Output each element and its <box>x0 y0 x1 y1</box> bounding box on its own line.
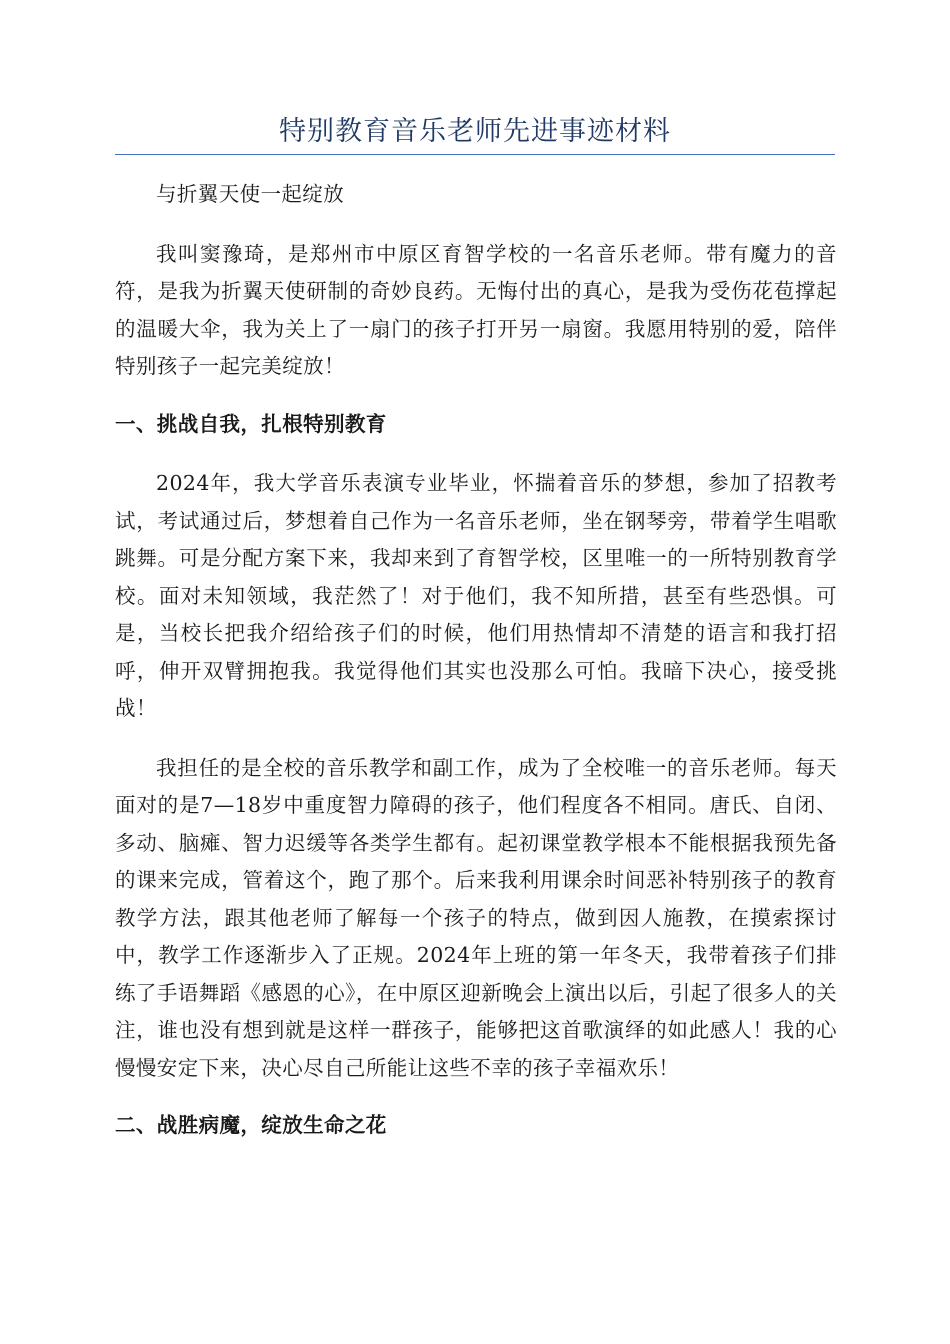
document-subtitle: 与折翼天使一起绽放 <box>156 182 345 206</box>
intro-paragraph: 我叫窦豫琦，是郑州市中原区育智学校的一名音乐老师。带有魔力的音符，是我为折翼天使研制的奇妙良药。无悔付出的真心，是我为受伤花苞撑起的温暖大伞，我为关上了一扇门的孩子打开另一扇窗。我愿用特别的爱，陪伴特别孩子一起完美绽放！ <box>115 241 837 378</box>
section-1-heading: 一、挑战自我，扎根特别教育 <box>115 411 387 436</box>
section-1-paragraph-1: 2024年，我大学音乐表演专业毕业，怀揣着音乐的梦想，参加了招教考试，考试通过后，梦想着自己作为一名音乐老师，坐在钢琴旁，带着学生唱歌跳舞。可是分配方案下来，我却来到了育智学校，区里唯一的一所特别教育学校。面对未知领域，我茫然了！对于他们，我不知所措，甚至有些恐惧。可是，当校长把我介绍给孩子们的时候，他们用热情却不清楚的语言和我打招呼，伸开双臂拥抱我。我觉得他们其实也没那么可怕。我暗下决心，接受挑战！ <box>115 471 837 720</box>
document-title: 特别教育音乐老师先进事迹材料 <box>279 116 671 147</box>
section-1-paragraph-2: 我担任的是全校的音乐教学和副工作，成为了全校唯一的音乐老师。每天面对的是7—18岁中重度智力障碍的孩子，他们程度各不相同。唐氏、自闭、多动、脑瘫、智力迟缓等各类学生都有。起初课堂教学根本不能根据我预先备的课来完成，管着这个，跑了那个。后来我利用课余时间恶补特别孩子的教育教学方法，跟其他老师了解每一个孩子的特点，做到因人施教，在摸索探讨中，教学工作逐渐步入了正规。2024年上班的第一年冬天，我带着孩子们排练了手语舞蹈《感恩的心》，在中原区迎新晚会上演出以后，引起了很多人的关注，谁也没有想到就是这样一群孩子，能够把这首歌演绎的如此感人！我的心慢慢安定下来，决心尽自己所能让这些不幸的孩子幸福欢乐！ <box>115 755 837 1080</box>
section-2-heading: 二、战胜病魔，绽放生命之花 <box>115 1113 387 1137</box>
title-underline <box>115 154 835 155</box>
document-body <box>115 176 837 1167</box>
